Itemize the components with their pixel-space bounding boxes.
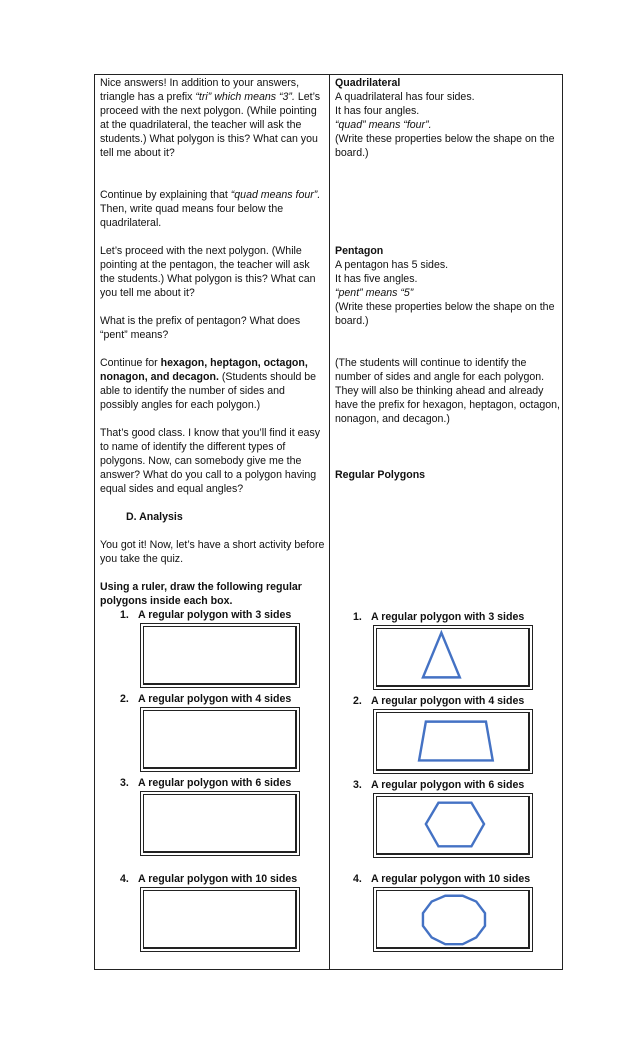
activity-instruction: Using a ruler, draw the following regular polygons inside each box. [100,581,302,607]
right-item-4: 4. A regular polygon with 10 sides [353,873,531,885]
trapezoid-shape [374,710,532,773]
lesson-table [94,74,563,970]
hexagon-shape [374,794,532,857]
left-empty-box-4[interactable] [140,887,300,952]
right-box-triangle [373,625,533,690]
right-item-3: 3. A regular polygon with 6 sides [353,779,525,791]
triangle-shape [374,626,532,689]
left-item-1: 1. A regular polygon with 3 sides [120,609,292,621]
pentagon-title: Pentagon [335,245,384,257]
left-item-3: 3. A regular polygon with 6 sides [120,777,292,789]
right-box-hexagon [373,793,533,858]
analysis-heading: D. Analysis [126,511,183,523]
left-item-2: 2. A regular polygon with 4 sides [120,693,292,705]
right-item-1: 1. A regular polygon with 3 sides [353,611,525,623]
right-box-quadrilateral [373,709,533,774]
right-item-2: 2. A regular polygon with 4 sides [353,695,525,707]
paragraph-activity: You got it! Now, let’s have a short activity before you take the quiz. [100,539,325,565]
left-item-4: 4. A regular polygon with 10 sides [120,873,298,885]
paragraph-quad: Continue by explaining that “quad means four”. Then, write quad means four below the quadrilateral. [100,189,321,229]
regular-polygons-heading: Regular Polygons [335,469,426,481]
left-empty-box-3[interactable] [140,791,300,856]
quadrilateral-notes: Quadrilateral A quadrilateral has four sides. It has four angles. “quad” means “four”. (Write these properties below the shape on the board.) [335,76,561,160]
right-box-decagon [373,887,533,952]
paragraph-prefix: What is the prefix of pentagon? What does “pent” means? [100,315,301,341]
pentagon-notes: Pentagon A pentagon has 5 sides. It has five angles. “pent” means “5” (Write these properties below the shape on the board.) [335,244,561,328]
paragraph-continue: Continue for hexagon, heptagon, octagon, nonagon, and decagon. (Students should be able to identify the number of sides and possibly angles for each polygon.) [100,357,317,411]
decagon-shape [374,888,532,951]
students-note: (The students will continue to identify the number of sides and angle for each polygon. They will also be thinking ahead and already have the prefix for hexagon, heptagon, octagon, nonagon, and decagon.) [335,357,560,425]
quadrilateral-title: Quadrilateral [335,77,401,89]
left-empty-box-2[interactable] [140,707,300,772]
paragraph-pentagon: Let’s proceed with the next polygon. (While pointing at the pentagon, the teacher will ask the students.) What polygon is this? What can you tell me about it? [100,245,316,299]
left-empty-box-1[interactable] [140,623,300,688]
paragraph-tri: Nice answers! In addition to your answers, triangle has a prefix “tri” which means “3”. Let’s proceed with the next polygon. (While pointing at the quadrilateral, the teacher will ask the students.) What polygon is this? What can you tell me about it? [100,77,321,159]
paragraph-good-class: That’s good class. I know that you’ll find it easy to name of identify the different types of polygons. Now, can somebody give me the answer? What do you call to a polygon having equal sides and equal angles? [100,427,321,495]
